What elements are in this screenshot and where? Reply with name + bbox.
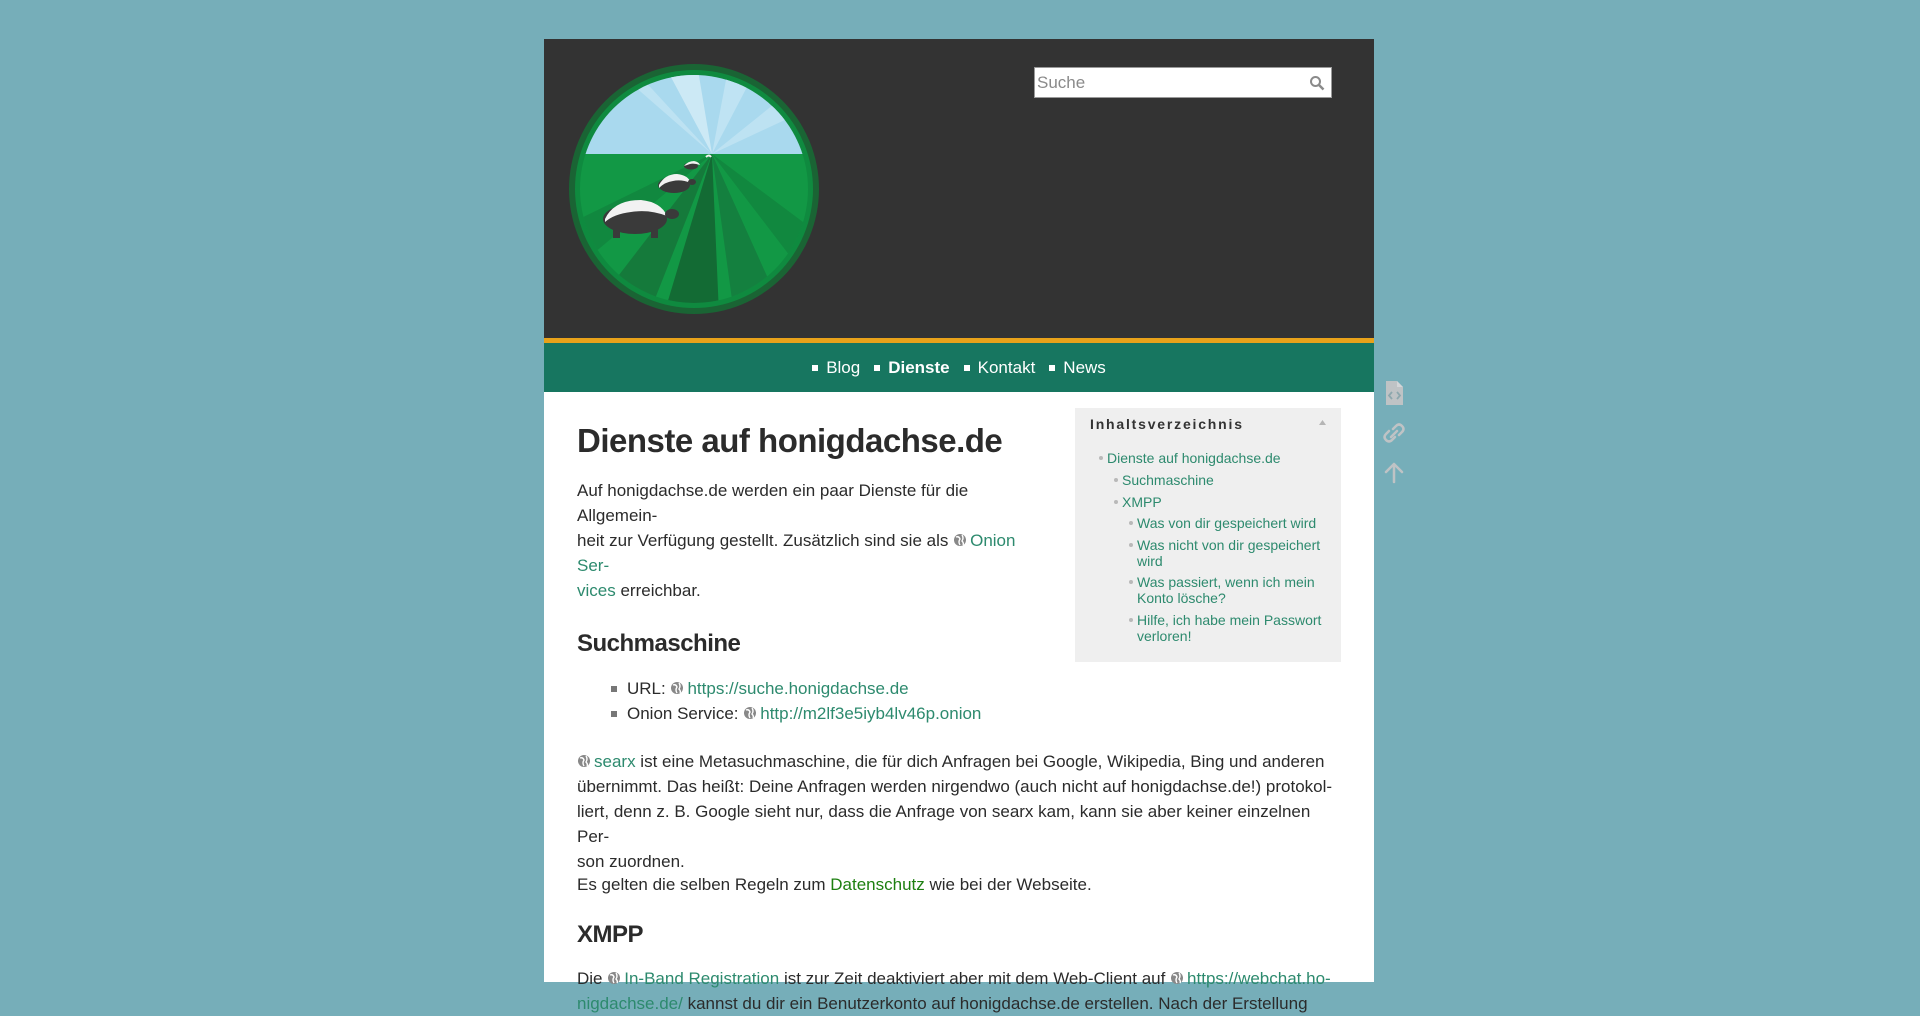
list-label: URL: [627, 679, 671, 698]
nav-label: News [1063, 357, 1106, 377]
bullet-icon [812, 365, 818, 371]
paragraph-text: Die [577, 969, 608, 988]
search-box[interactable] [1034, 67, 1332, 98]
nav-label: Dienste [888, 357, 950, 377]
intro-text: heit zur Verfügung gestellt. Zusätzlich sind sie als [577, 531, 954, 550]
search-icon[interactable] [1309, 75, 1325, 91]
paragraph-text: son zuordnen. [577, 852, 685, 871]
xmpp-paragraph [577, 966, 1337, 1016]
searx-paragraph [577, 749, 1337, 874]
page-title: Dienste auf honigdachse.de [577, 422, 1003, 459]
toc-item-xmpp[interactable]: XMPP [1122, 494, 1327, 510]
paragraph-text: ist zur Zeit deaktiviert aber mit dem Web-Client auf [779, 969, 1171, 988]
toc-item-nicht-gespeichert[interactable]: Was nicht von dir gespeichert wird [1137, 537, 1333, 569]
section-heading-xmpp: XMPP [577, 921, 644, 948]
permalink-icon[interactable] [1383, 420, 1405, 446]
bullet-icon [1049, 365, 1055, 371]
onion-services-link-cont[interactable]: vices [577, 581, 616, 600]
onion-service-link[interactable]: http://m2lf3e5iyb4lv46p.onion [760, 704, 982, 723]
globe-icon [953, 533, 967, 547]
paragraph-text: kannst du dir ein Benutzerkonto auf honigdachse.de erstellen. Nach der Erstellung [682, 994, 1308, 1013]
nav-label: Blog [826, 357, 861, 377]
nav-item-kontakt[interactable] [964, 358, 1036, 378]
nav-item-dienste[interactable] [874, 358, 949, 378]
paragraph-text: wie bei der Webseite. [924, 875, 1092, 894]
search-service-list [611, 676, 981, 726]
globe-icon [577, 754, 591, 768]
view-source-icon[interactable] [1383, 380, 1405, 406]
nav-item-news[interactable] [1049, 358, 1106, 378]
in-band-registration-link[interactable]: In-Band Registration [624, 969, 780, 988]
paragraph-text: liert, denn z. B. Google sieht nur, dass die Anfrage von searx kam, kann sie aber keiner einzelnen Per- [577, 802, 1311, 846]
list-item [611, 701, 981, 726]
toc-item-suchmaschine[interactable]: Suchmaschine [1122, 472, 1327, 488]
webchat-link[interactable]: https://webchat.ho- [1187, 969, 1331, 988]
datenschutz-link[interactable]: Datenschutz [830, 875, 925, 894]
nav-item-blog[interactable] [812, 358, 860, 378]
site-header [544, 39, 1374, 338]
list-item [611, 676, 981, 701]
intro-text: erreichbar. [615, 581, 701, 600]
globe-icon [1170, 971, 1184, 985]
collapse-toggle-icon[interactable] [1318, 418, 1327, 427]
toc-item-gespeichert[interactable]: Was von dir gespeichert wird [1137, 515, 1333, 531]
paragraph-text: ist eine Metasuchmaschine, die für dich Anfragen bei Google, Wikipedia, Bing und anderen [635, 752, 1325, 771]
searx-link[interactable]: searx [594, 752, 636, 771]
honey-badger-logo[interactable] [569, 64, 819, 314]
back-to-top-icon[interactable] [1383, 460, 1405, 486]
nav-label: Kontakt [977, 357, 1036, 377]
intro-text: Auf honigdachse.de werden ein paar Dienste für die Allgemein- [577, 481, 969, 525]
onion-services-link[interactable]: Onion Ser- [577, 531, 1016, 575]
main-nav [544, 343, 1374, 392]
globe-icon [743, 706, 757, 720]
webchat-link-cont[interactable]: nigdachse.de/ [577, 994, 683, 1013]
search-input[interactable] [1037, 68, 1297, 97]
globe-icon [607, 971, 621, 985]
section-heading-suchmaschine: Suchmaschine [577, 630, 741, 657]
intro-paragraph [577, 478, 1037, 603]
paragraph-text: übernimmt. Das heißt: Deine Anfragen werden nirgendwo (auch nicht auf honigdachse.de!) protokol- [577, 777, 1333, 796]
toc-item-dienste[interactable]: Dienste auf honigdachse.de [1107, 450, 1327, 466]
bullet-icon [874, 365, 880, 371]
paragraph-text: Es gelten die selben Regeln zum [577, 875, 831, 894]
bullet-icon [964, 365, 970, 371]
search-url-link[interactable]: https://suche.honigdachse.de [687, 679, 909, 698]
globe-icon [670, 681, 684, 695]
privacy-paragraph [577, 872, 1337, 897]
toc-title: Inhaltsverzeichnis [1090, 416, 1244, 432]
toc-item-passwort-verloren[interactable]: Hilfe, ich habe mein Passwort verloren! [1137, 612, 1333, 644]
list-label: Onion Service: [627, 704, 744, 723]
table-of-contents [1075, 408, 1341, 662]
toc-item-konto-loeschen[interactable]: Was passiert, wenn ich mein Konto lösche? [1137, 574, 1333, 606]
